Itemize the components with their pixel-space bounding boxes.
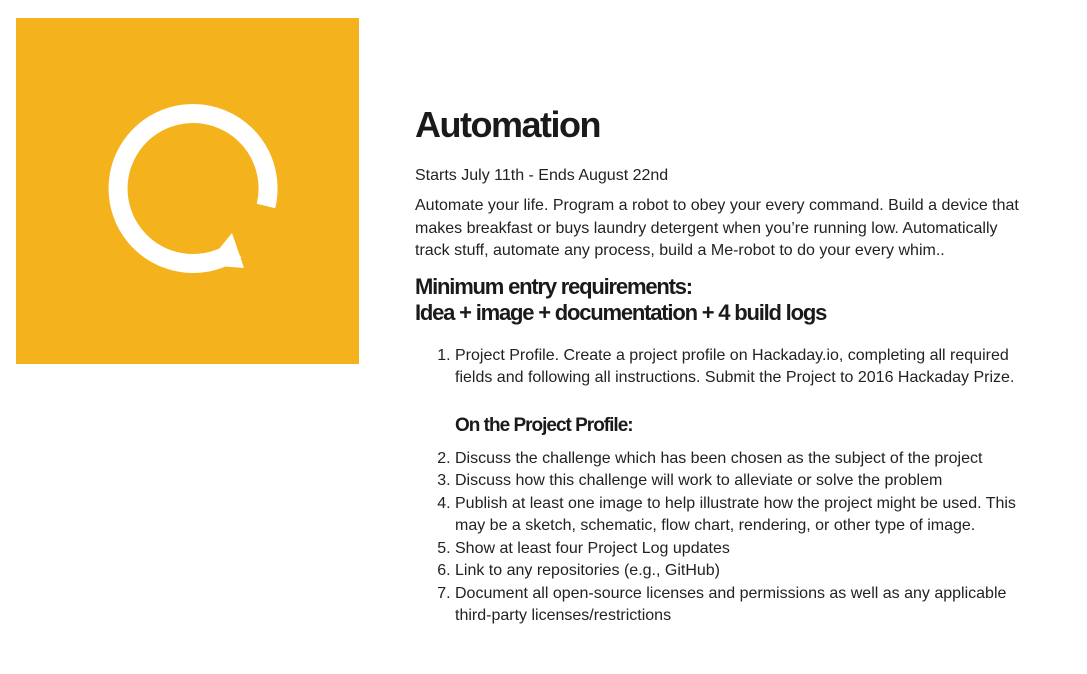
profile-requirements-list (415, 448, 1025, 628)
list-item: 2. Discuss the challenge which has been chosen as the subject of the project (455, 448, 1025, 471)
list-item: 3. Discuss how this challenge will work to alleviate or solve the problem (455, 470, 1025, 493)
profile-subheading: On the Project Profile: (455, 414, 633, 436)
list-item: 1. Project Profile. Create a project profile on Hackaday.io, completing all required fields and following all instructions. Submit the Project to 2016 Hackaday Prize. (455, 345, 1025, 390)
challenge-dates: Starts July 11th - Ends August 22nd (415, 167, 669, 184)
requirements-heading-line1: Minimum entry requirements: (415, 273, 692, 299)
list-item: 7. Document all open-source licenses and permissions as well as any applicable third-party licenses/restrictions (455, 583, 1025, 628)
list-item: 5. Show at least four Project Log updates (455, 538, 1025, 561)
list-item: 4. Publish at least one image to help illustrate how the project might be used. This may be a sketch, schematic, flow chart, rendering, or other type of image. (455, 493, 1025, 538)
requirements-list (415, 345, 1025, 390)
circular-arrow-icon (16, 18, 359, 364)
hero-image (16, 18, 359, 364)
list-item: 6. Link to any repositories (e.g., GitHub) (455, 560, 1025, 583)
requirements-heading-line2: Idea + image + documentation + 4 build logs (415, 299, 827, 325)
challenge-description: Automate your life. Program a robot to obey your every command. Build a device that makes breakfast or buys laundry detergent when you’re running low. Automatically track stuff, automate any process, build a Me-robot to do your every whim.. (415, 197, 1019, 259)
challenge-content (415, 104, 1025, 628)
requirements-heading (415, 274, 1025, 326)
page-title: Automation (415, 104, 600, 145)
